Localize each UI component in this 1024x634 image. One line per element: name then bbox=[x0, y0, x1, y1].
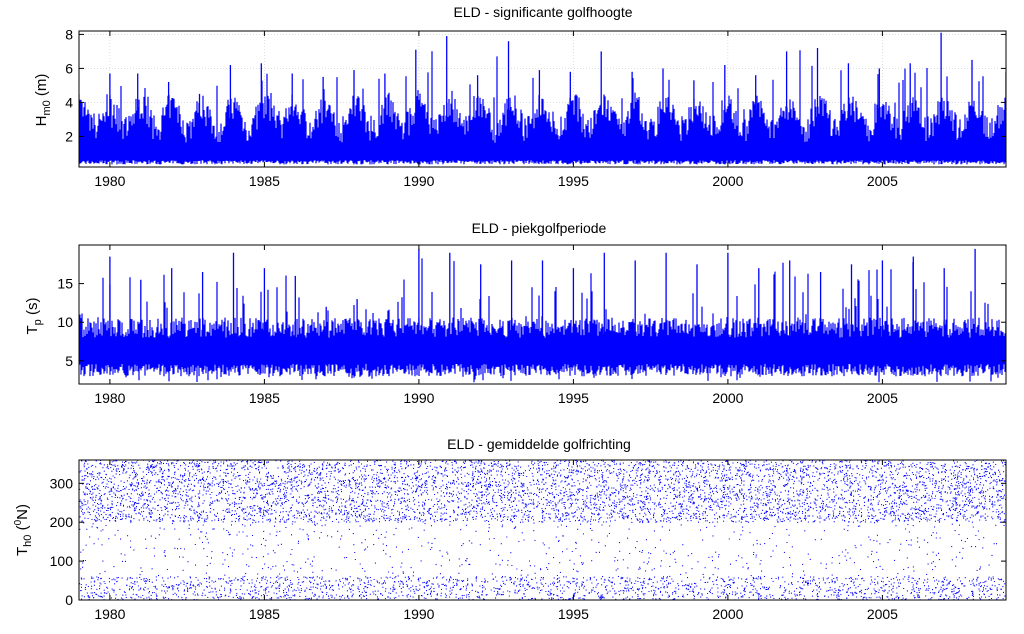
y-axis-label: $T_p$ (s) bbox=[24, 297, 44, 335]
x-tick-label: 1995 bbox=[557, 173, 589, 189]
subplot-peak-period bbox=[24, 220, 1006, 406]
y-tick-label: 200 bbox=[49, 514, 73, 531]
x-tick-label: 1980 bbox=[94, 390, 126, 406]
y-tick-label: 300 bbox=[49, 475, 73, 492]
y-tick-label: 2 bbox=[65, 128, 73, 145]
x-tick-label: 2005 bbox=[866, 606, 898, 622]
y-tick-label: 4 bbox=[65, 94, 73, 111]
x-tick-label: 2000 bbox=[712, 173, 744, 189]
x-tick-label: 1985 bbox=[248, 606, 280, 622]
x-tick-label: 2005 bbox=[866, 390, 898, 406]
x-tick-label: 1995 bbox=[557, 606, 589, 622]
y-tick-label: 100 bbox=[49, 553, 73, 570]
subplot-wave-direction bbox=[13, 436, 1007, 622]
x-tick-label: 1980 bbox=[94, 606, 126, 622]
plot-area bbox=[79, 33, 1006, 165]
subplot-wave-height bbox=[33, 4, 1006, 189]
scatter-points bbox=[79, 460, 1007, 600]
axes-frame bbox=[79, 460, 1006, 600]
x-tick-label: 1985 bbox=[248, 390, 280, 406]
subplot-title: ELD - significante golfhoogte bbox=[453, 4, 633, 20]
x-tick-label: 2000 bbox=[712, 606, 744, 622]
x-tick-label: 1990 bbox=[403, 390, 435, 406]
x-tick-label: 1995 bbox=[557, 390, 589, 406]
x-tick-label: 1990 bbox=[403, 173, 435, 189]
x-tick-label: 1980 bbox=[94, 173, 126, 189]
y-tick-label: 15 bbox=[57, 275, 73, 292]
y-tick-label: 10 bbox=[57, 314, 73, 331]
y-tick-label: 0 bbox=[65, 592, 73, 608]
x-tick-label: 2000 bbox=[712, 390, 744, 406]
y-tick-label: 8 bbox=[65, 26, 73, 43]
y-axis-label: $T_{h0}$ ($^0$N) bbox=[13, 504, 34, 556]
subplot-title: ELD - piekgolfperiode bbox=[471, 220, 607, 236]
x-tick-label: 1990 bbox=[403, 606, 435, 622]
plot-area bbox=[79, 460, 1007, 600]
y-axis-label: $H_{m0}$ (m) bbox=[33, 73, 53, 127]
plot-area bbox=[79, 249, 1006, 382]
series-band bbox=[79, 50, 1006, 164]
y-tick-label: 6 bbox=[65, 60, 73, 77]
x-tick-label: 2005 bbox=[866, 173, 898, 189]
subplot-title: ELD - gemiddelde golfrichting bbox=[447, 436, 631, 452]
y-tick-label: 5 bbox=[65, 352, 73, 369]
x-tick-label: 1985 bbox=[248, 173, 280, 189]
